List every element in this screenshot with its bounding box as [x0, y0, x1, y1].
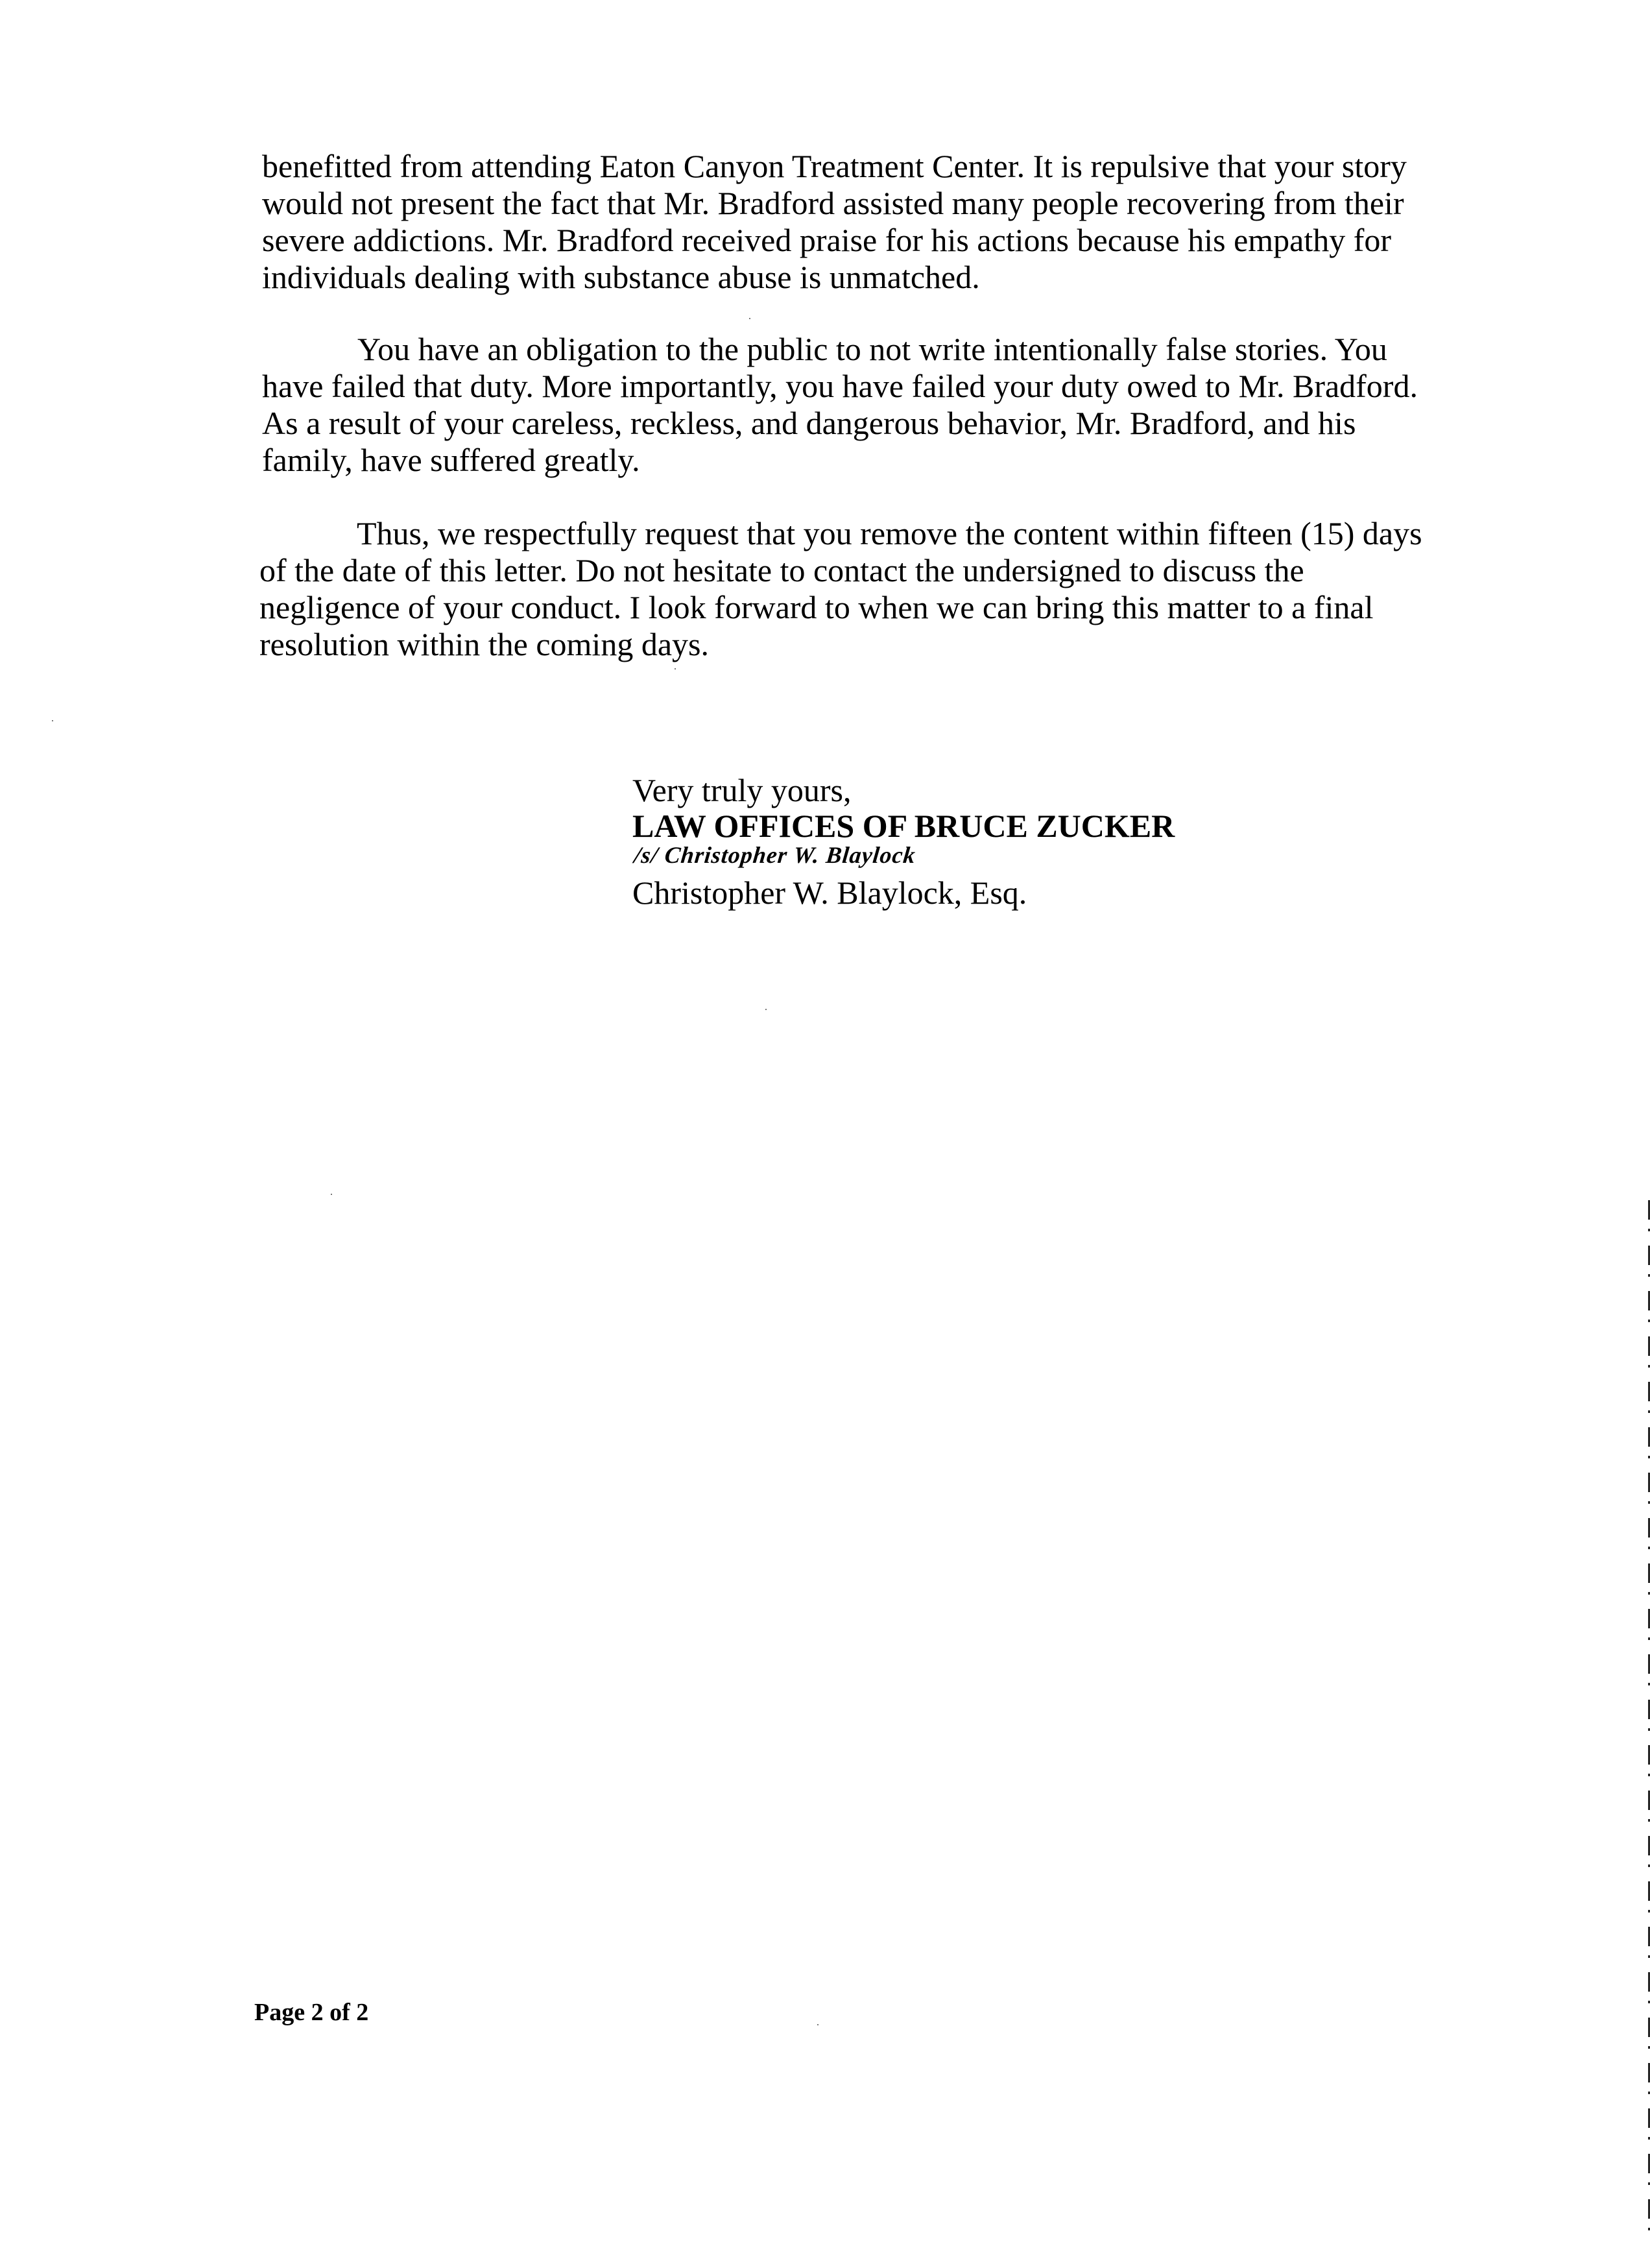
paragraph-line: As a result of your careless, reckless, and dangerous behavior, Mr. Bradford, and his	[262, 405, 1356, 441]
paragraph-line: resolution within the coming days.	[259, 626, 709, 662]
closing-salutation: Very truly yours,	[632, 772, 852, 808]
scan-speck	[331, 1194, 332, 1195]
paragraph-line: family, have suffered greatly.	[262, 442, 640, 478]
electronic-signature: /s/ Christopher W. Blaylock	[632, 842, 917, 868]
scan-speck	[765, 1009, 767, 1010]
paragraph-line: individuals dealing with substance abuse is unmatched.	[262, 259, 980, 295]
paragraph-line: benefitted from attending Eaton Canyon Treatment Center. It is repulsive that your story	[262, 148, 1407, 184]
paragraph-line: have failed that duty. More importantly, you have failed your duty owed to Mr. Bradford.	[262, 368, 1418, 404]
paragraph-line: negligence of your conduct. I look forward to when we can bring this matter to a final	[259, 589, 1374, 625]
scan-speck	[675, 668, 676, 670]
paragraph-line: of the date of this letter. Do not hesitate to contact the undersigned to discuss the	[259, 552, 1304, 588]
firm-name: LAW OFFICES OF BRUCE ZUCKER	[632, 808, 1175, 844]
scan-speck	[749, 318, 750, 319]
paragraph-line: would not present the fact that Mr. Bradford assisted many people recovering from their	[262, 185, 1404, 221]
paragraph-line: Thus, we respectfully request that you remove the content within fifteen (15) days	[357, 515, 1422, 551]
signer-name: Christopher W. Blaylock, Esq.	[632, 875, 1027, 911]
paragraph-line: You have an obligation to the public to not write intentionally false stories. You	[357, 331, 1387, 367]
scan-speck	[817, 2024, 819, 2025]
scan-speck	[52, 720, 53, 721]
paragraph-line: severe addictions. Mr. Bradford received praise for his actions because his empathy for	[262, 222, 1392, 258]
page-number: Page 2 of 2	[254, 1999, 369, 2026]
